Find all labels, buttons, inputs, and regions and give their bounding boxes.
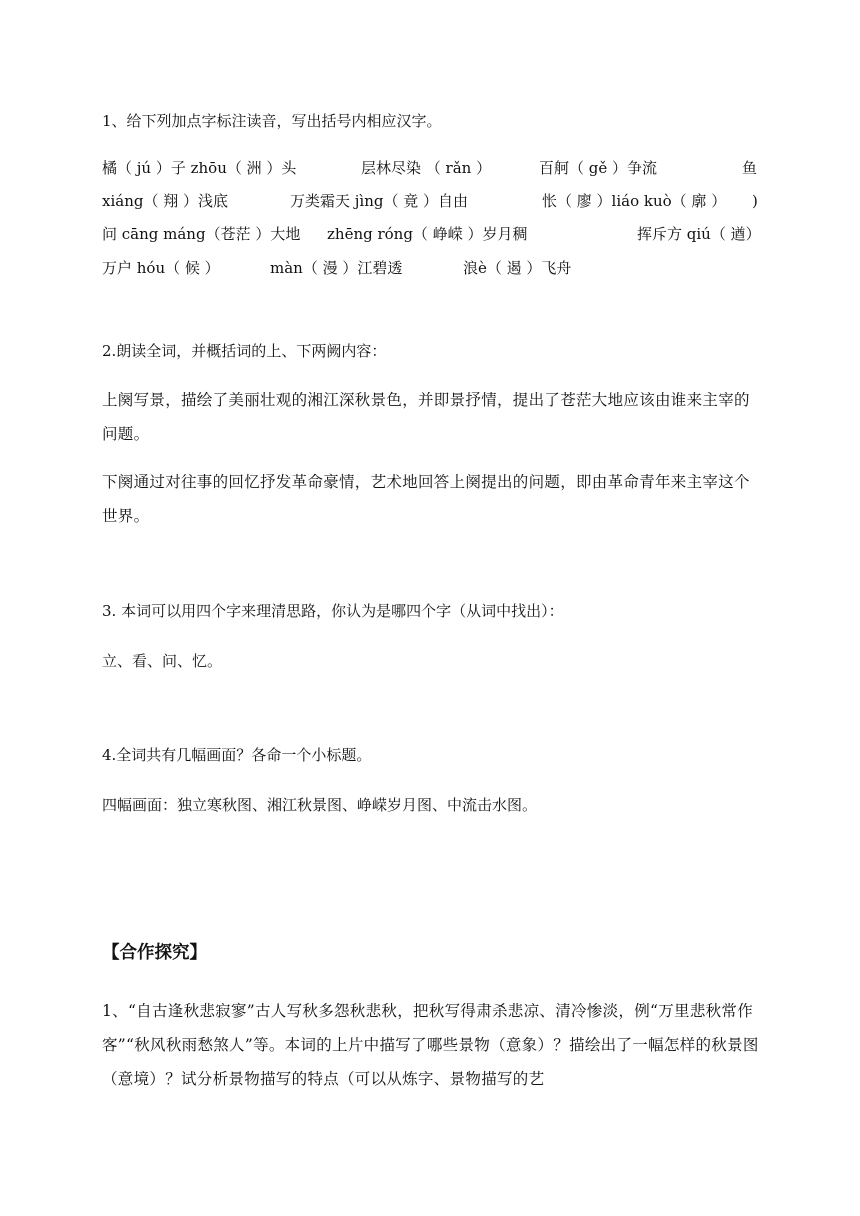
- pinyin-item: xiáng（ 翔 ）浅底: [102, 192, 228, 210]
- q3-title: 3. 本词可以用四个字来理清思路，你认为是哪四个字（从词中找出）：: [102, 602, 564, 620]
- q2-answer-upper: 上阕写景，描绘了美丽壮观的湘江深秋景色，并即景抒情，提出了苍茫大地应该由谁来主宰的问题。: [102, 391, 750, 443]
- section-paragraph: 1、“自古逢秋悲寂寥”古人写秋多怨秋悲秋，把秋写得肃杀悲凉、清冷惨淡，例“万里悲秋常作客”“秋风秋雨愁煞人”等。本词的上片中描写了哪些景物（意象）？描绘出了一幅怎样的秋景图（意境）？试分析景物描写的特点（可以从炼字、景物描写的艺: [102, 1002, 759, 1088]
- pinyin-item: 挥斥方 qiú（ 遒）: [637, 225, 761, 243]
- pinyin-item: 百舸（ gě ）争流: [539, 159, 658, 177]
- pinyin-row-4: [102, 257, 766, 279]
- pinyin-item: zhēng róng（ 峥嵘 ）岁月稠: [327, 225, 528, 243]
- pinyin-item: màn（ 漫 ）江碧透: [270, 259, 403, 277]
- pinyin-item: 万类霜天 jìng（ 竟 ）自由: [290, 192, 469, 210]
- pinyin-item: 鱼: [742, 159, 758, 177]
- pinyin-item: 问 cāng máng（苍茫 ）大地: [102, 225, 301, 243]
- q3-answer: 立、看、问、忆。: [102, 652, 223, 670]
- pinyin-item: 层林尽染 （ rǎn ）: [361, 159, 492, 177]
- q4-answer: 四幅画面：独立寒秋图、湘江秋景图、峥嵘岁月图、中流击水图。: [102, 796, 538, 814]
- pinyin-item: 橘（ jú ）子 zhōu（ 洲 ）头: [102, 159, 297, 177]
- section-heading: 【合作探究】: [102, 943, 207, 963]
- q4-title: 4.全词共有几幅画面？各命一个小标题。: [102, 746, 372, 764]
- pinyin-row-1: [102, 157, 766, 179]
- q1-title: 1、给下列加点字标注读音，写出括号内相应汉字。: [102, 112, 442, 130]
- pinyin-item: 怅（ 廖 ）liáo kuò（ 廓 ）: [542, 192, 727, 210]
- pinyin-item: ): [752, 192, 758, 210]
- pinyin-item: 浪è（ 遏 ）飞舟: [463, 259, 572, 277]
- q2-answer-lower: 下阕通过对往事的回忆抒发革命豪情，艺术地回答上阕提出的问题，即由革命青年来主宰这个世界。: [102, 473, 750, 525]
- pinyin-row-2: [102, 190, 766, 212]
- q2-title: 2.朗读全词，并概括词的上、下两阙内容：: [102, 342, 387, 360]
- pinyin-row-3: [102, 223, 766, 245]
- pinyin-item: 万户 hóu（ 候 ）: [102, 259, 220, 277]
